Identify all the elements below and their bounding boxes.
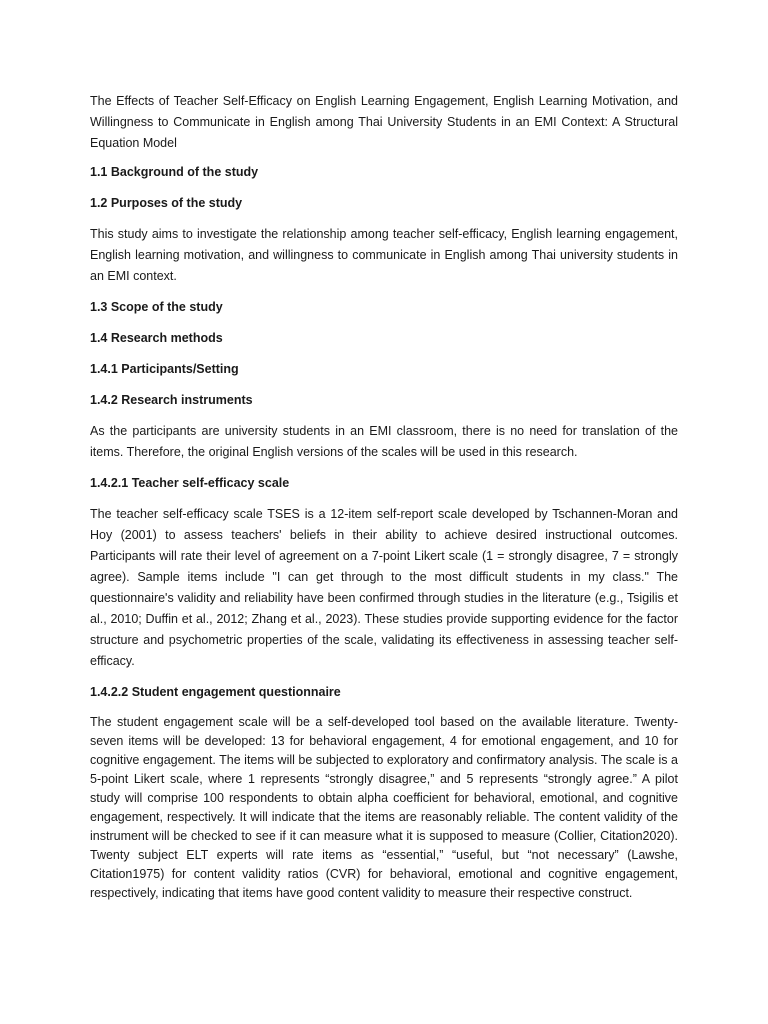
document-page [90, 91, 678, 913]
heading-instruments: 1.4.2 Research instruments [90, 393, 253, 407]
heading-purposes: 1.2 Purposes of the study [90, 196, 243, 210]
heading-scope: 1.3 Scope of the study [90, 300, 223, 314]
paragraph-instruments: As the participants are university students in an EMI classroom, there is no need for translation of the items. Therefore, the original English versions of the scales will be used in this research. [90, 424, 678, 459]
paragraph-student-engagement: The student engagement scale will be a self-developed tool based on the available literature. Twenty-seven items will be developed: 13 for behavioral engagement, 4 for emotional engagement, and 10 for cognitive engagement. The items will be subjected to exploratory and confirmatory analysis. The scale is a 5-point Likert scale, where 1 represents “strongly disagree,” and 5 represents “strongly agree.” A pilot study will comprise 100 respondents to obtain alpha coefficient for behavioral, emotional, and cognitive engagement, respectively. It will indicate that the items are reasonably reliable. The content validity of the instrument will be checked to see if it can measure what it is supposed to measure (Collier, Citation2020). Twenty subject ELT experts will rate items as “essential,” “useful, but “not necessary” (Lawshe, Citation1975) for content validity ratios (CVR) for behavioral, emotional and cognitive engagement, respectively, indicating that items have good content validity to measure their respective construct. [90, 715, 678, 900]
heading-student-engagement: 1.4.2.2 Student engagement questionnaire [90, 685, 341, 699]
heading-methods: 1.4 Research methods [90, 331, 223, 345]
document-title: The Effects of Teacher Self-Efficacy on English Learning Engagement, English Learning Motivation, and Willingness to Communicate in English among Thai University Students in an EMI Context: A Structural Equation Model [90, 94, 678, 150]
paragraph-purposes: This study aims to investigate the relationship among teacher self-efficacy, English learning engagement, English learning motivation, and willingness to communicate in English among Thai university students in an EMI context. [90, 227, 678, 283]
paragraph-tses: The teacher self-efficacy scale TSES is a 12-item self-report scale developed by Tschannen-Moran and Hoy (2001) to assess teachers' beliefs in their ability to achieve desired instructional outcomes. Participants will rate their level of agreement on a 7-point Likert scale (1 = strongly disagree, 7 = strongly agree). Sample items include "I can get through to the most difficult students in my class." The questionnaire's validity and reliability have been confirmed through studies in the literature (e.g., Tsigilis et al., 2010; Duffin et al., 2012; Zhang et al., 2023). These studies provide supporting evidence for the factor structure and psychometric properties of the scale, validating its effectiveness in assessing teacher self-efficacy. [90, 507, 678, 668]
heading-participants: 1.4.1 Participants/Setting [90, 362, 239, 376]
heading-background: 1.1 Background of the study [90, 165, 259, 179]
heading-tses: 1.4.2.1 Teacher self-efficacy scale [90, 476, 290, 490]
